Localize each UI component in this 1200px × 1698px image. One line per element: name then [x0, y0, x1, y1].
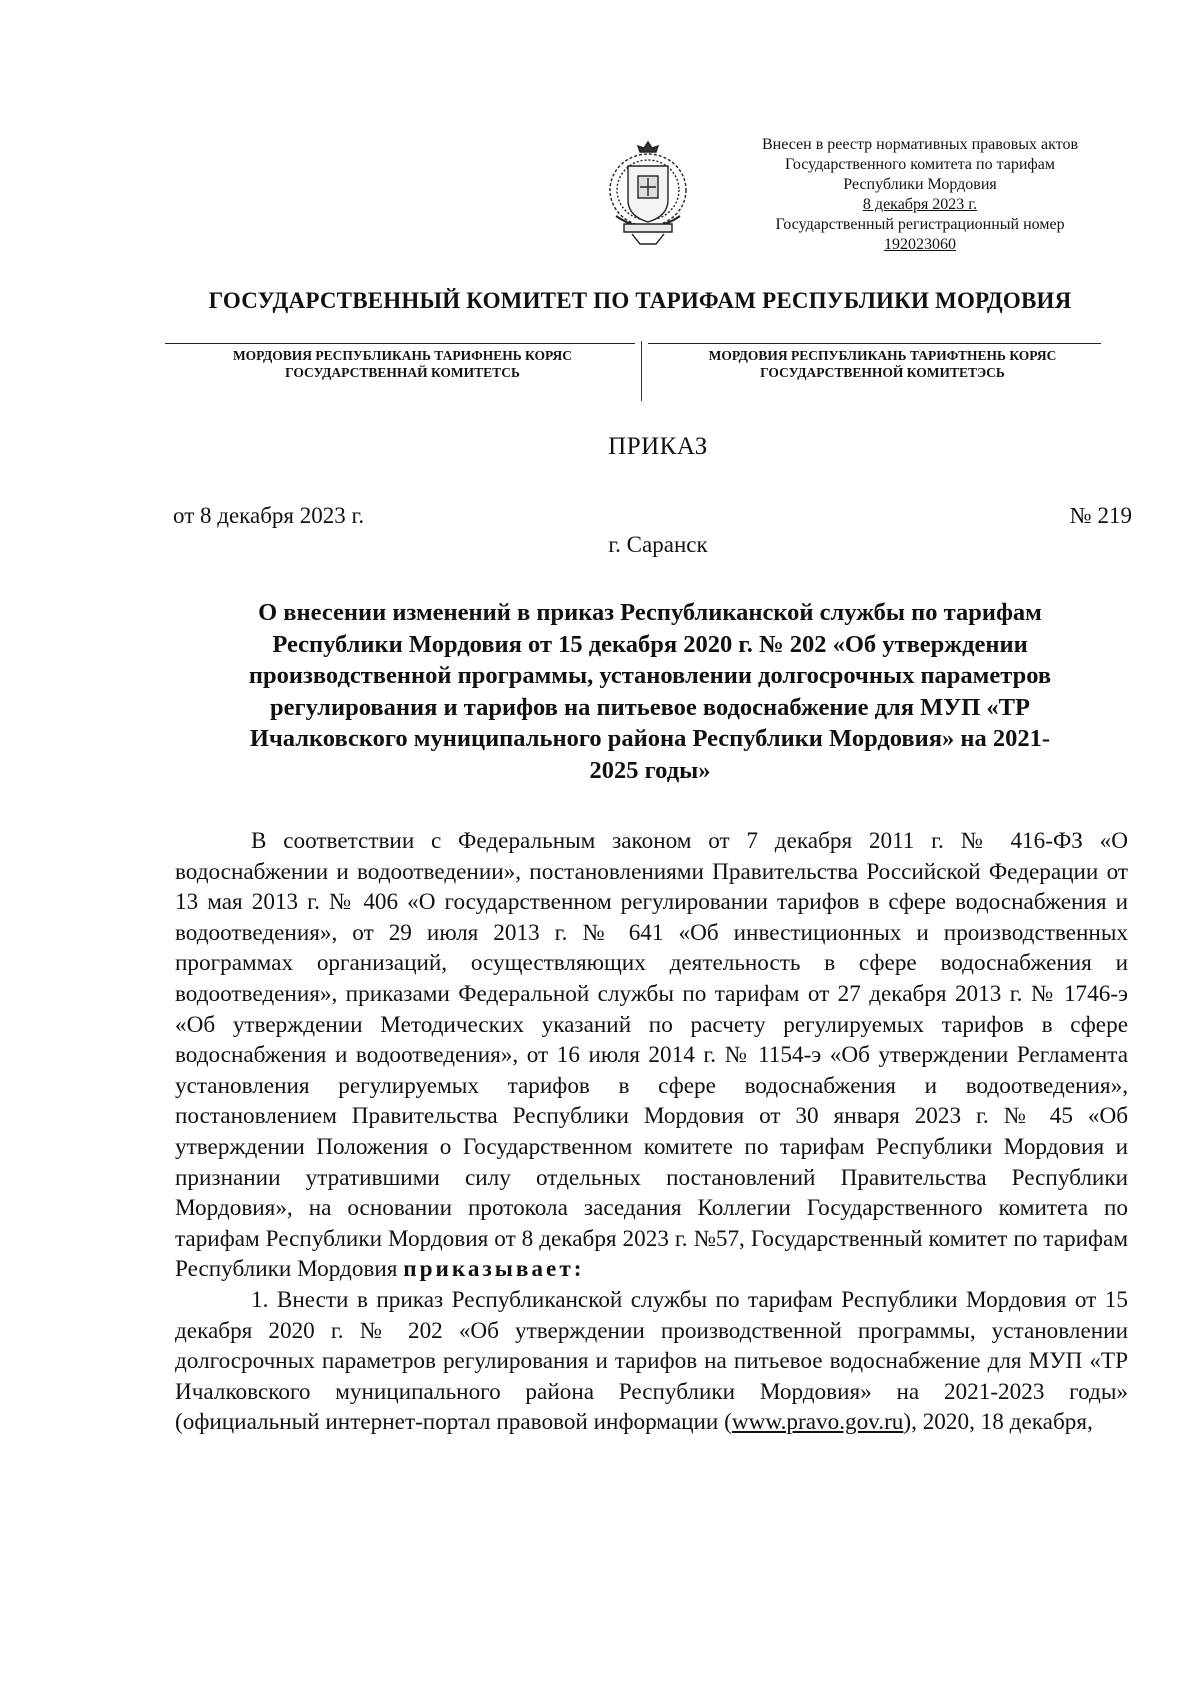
moksha-heading [180, 347, 625, 381]
erzya-heading [655, 347, 1110, 381]
header-separator [641, 341, 642, 401]
erzya-line: ГОСУДАРСТВЕННОЙ КОМИТЕТЭСЬ [760, 365, 1005, 380]
order-date: от 8 декабря 2023 г. [173, 503, 365, 528]
order-verb: приказывает: [403, 1256, 585, 1283]
title-line: 2025 годы» [589, 756, 711, 784]
moksha-line: МОРДОВИЯ РЕСПУБЛИКАНЬ ТАРИФНЕНЬ КОРЯС [232, 348, 573, 363]
preamble-paragraph [175, 826, 1128, 1285]
clause-text: 1. Внести в приказ Республиканской службы по тарифам Республики Мордовия от 15 декабря 2020 г. № 202 «Об утверждении производственной программы, установлении долгосрочных параметров регулирования и тарифов на питьевое водоснабжение для МУП «ТР Ичалковского муниципального района Республики Мордовия» на 2021-2023 годы» (официальный интернет-портал правовой информации ( [175, 1286, 1128, 1436]
order-number: № 219 [1069, 503, 1132, 528]
title-line: Ичалковского муниципального района Республики Мордовия» на 2021- [249, 725, 1051, 752]
registry-line: Государственного комитета по тарифам [784, 156, 1056, 173]
header-divider [648, 343, 1101, 344]
pravo-link[interactable]: www.pravo.gov.ru [731, 1409, 904, 1436]
registry-line: Республики Мордовия [843, 176, 997, 193]
title-line: регулирования и тарифов на питьевое водоснабжение для МУП «ТР [270, 693, 1030, 721]
header-divider [165, 343, 635, 344]
document-title [180, 597, 1120, 786]
title-line: производственной программы, установлении долгосрочных параметров [248, 662, 1052, 689]
registry-line: Государственный регистрационный номер [775, 216, 1065, 233]
order-city: г. Саранск [608, 532, 708, 557]
clause-tail: ), 2020, 18 декабря, [903, 1409, 1093, 1436]
committee-title: ГОСУДАРСТВЕННЫЙ КОМИТЕТ ПО ТАРИФАМ РЕСПУБЛИКИ МОРДОВИЯ [208, 288, 1072, 313]
registry-date: 8 декабря 2023 г. [862, 196, 978, 213]
document-type: ПРИКАЗ [608, 433, 708, 460]
moksha-line: ГОСУДАРСТВЕННАЙ КОМИТЕТСЬ [285, 365, 520, 380]
erzya-line: МОРДОВИЯ РЕСПУБЛИКАНЬ ТАРИФТНЕНЬ КОРЯС [708, 348, 1057, 363]
registry-stamp [725, 135, 1115, 255]
registry-line: Внесен в реестр нормативных правовых актов [762, 136, 1078, 153]
preamble-text: В соответствии с Федеральным законом от 7 декабря 2011 г. № 416-ФЗ «О водоснабжении и водоотведении», постановлениями Правительства Российской Федерации от 13 мая 2013 г. № 406 «О государственном регулировании тарифов в сфере водоснабжения и водоотведения», от 29 июля 2013 г. № 641 «Об инвестиционных и производственных программах организаций, осуществляющих деятельность в сфере водоснабжения и водоотведения», приказами Федеральной службы по тарифам от 27 декабря 2013 г. № 1746-э «Об утверждении Методических указаний по расчету регулируемых тарифов в сфере водоснабжения и водоотведения», от 16 июля 2014 г. № 1154-э «Об утверждении Регламента установления регулируемых тарифов в сфере водоснабжения и водоотведения», постановлением Правительства Республики Мордовия от 30 января 2023 г. № 45 «Об утверждении Положения о Государственном комитете по тарифам Республики Мордовия и признании утратившими силу отдельных постановлений Правительства Республики Мордовия», на основании протокола заседания Коллегии Государственного комитета по тарифам Республики Мордовия от 8 декабря 2023 г. №57, Государственный комитет по тарифам Республики Мордовия [175, 828, 1128, 1283]
title-line: О внесении изменений в приказ Республиканской службы по тарифам [258, 599, 1042, 626]
document-body [175, 826, 1128, 1438]
clause-paragraph [175, 1285, 1128, 1438]
title-line: Республики Мордовия от 15 декабря 2020 г. № 202 «Об утверждении [272, 630, 1028, 658]
registry-number: 192023060 [884, 236, 956, 253]
coat-of-arms-icon [602, 138, 694, 250]
